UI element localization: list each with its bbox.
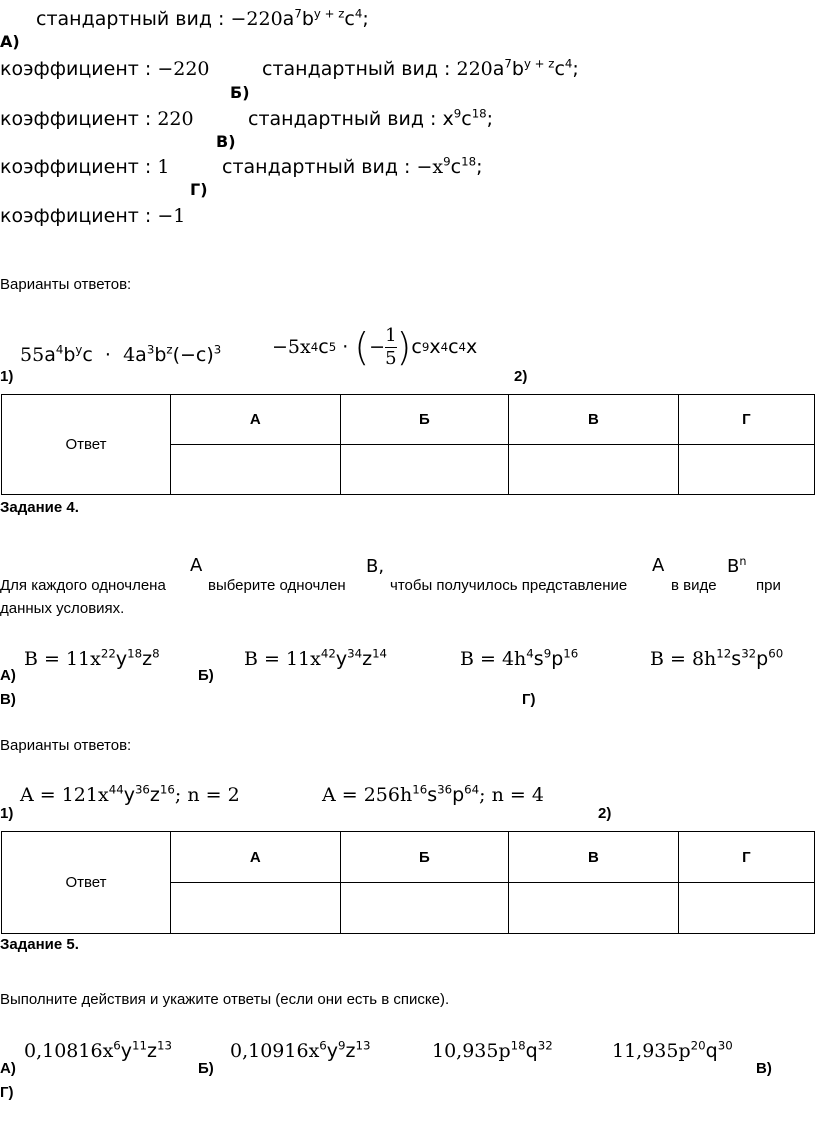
task-4-var-b: B,: [366, 556, 385, 577]
answer-row-label: Ответ: [2, 832, 171, 934]
coefficient-v: коэффициент : 1: [0, 156, 170, 178]
task-4-option-1-label: 1): [0, 805, 14, 822]
label-b: Б): [230, 83, 250, 102]
task-5-expr-b: $0,10916x^6y^9z^{13}$: [230, 1038, 371, 1062]
task-4-eq-v: $B = 4h^4s^9p^{16}$: [460, 646, 579, 670]
answer-cell-v[interactable]: [509, 883, 679, 934]
column-header-b: Б: [340, 832, 509, 883]
task-4-label-a: А): [0, 667, 16, 684]
task-5-label-v: В): [756, 1060, 772, 1077]
task-4-option-2-label: 2): [598, 805, 612, 822]
task-5-title: Задание 5.: [0, 936, 79, 953]
answer-row-label: Ответ: [2, 395, 171, 495]
option-1-expression: $55a^4b^yc \cdot 4a^3b^z(-c)^3$: [20, 342, 222, 366]
option-b-standard-form: стандартный вид : $220a^7b^{y + z}c^4$;: [262, 56, 579, 80]
task-4-title: Задание 4.: [0, 499, 79, 516]
answer-table-2: [1, 831, 815, 934]
task-4-text-part3: чтобы получилось представление: [390, 577, 628, 594]
task-4-label-b: Б): [198, 667, 214, 684]
task-4-text-part6: данных условиях.: [0, 600, 125, 617]
task-4-var-a: A: [190, 555, 203, 576]
column-header-a: А: [171, 395, 341, 445]
column-header-v: В: [509, 832, 679, 883]
task-5-label-a: А): [0, 1060, 16, 1077]
column-header-v: В: [509, 395, 679, 445]
variants-label-1: Варианты ответов:: [0, 276, 132, 293]
task-4-text-part2: выберите одночлен: [208, 577, 346, 594]
task-4-eq-b: $B = 11x^{42}y^{34}z^{14}$: [244, 646, 388, 670]
task-4-eq-g: $B = 8h^{12}s^{32}p^{60}$: [650, 646, 784, 670]
variants-label-2: Варианты ответов:: [0, 737, 132, 754]
option-2-expression: −5x 4 c 5 · ( − $\frac{1}{5}$ ) c 9 x 4 c 4 x: [272, 324, 478, 369]
task-4-option-1: $A = 121x^{44}y^{36}z^{16}$; n = 2: [20, 782, 240, 806]
task-5-expr-a: $0,10816x^6y^{11}z^{13}$: [24, 1038, 172, 1062]
task-4-var-a2: A: [652, 555, 665, 576]
option-v-standard-form: стандартный вид : $x^9c^{18}$;: [248, 106, 494, 130]
task-4-label-v: В): [0, 691, 16, 708]
coefficient-g: коэффициент : −1: [0, 205, 186, 227]
label-v: В): [216, 132, 236, 151]
task-4-option-2: $A = 256h^{16}s^{36}p^{64}$; n = 4: [322, 782, 544, 806]
column-header-b: Б: [340, 395, 509, 445]
option-1-label: 1): [0, 368, 14, 385]
answer-cell-b[interactable]: [340, 883, 509, 934]
task-4-var-bn: $B^n$: [727, 555, 747, 577]
task-5-expr-g: $11,935p^{20}q^{30}$: [612, 1038, 733, 1062]
task-5-expr-v: $10,935p^{18}q^{32}$: [432, 1038, 553, 1062]
option-a-standard-form: стандартный вид : $-220a^7b^{y + z}c^4$;: [36, 6, 369, 30]
label-a: А): [0, 32, 20, 51]
task-4-eq-a: $B = 11x^{22}y^{18}z^8$: [24, 646, 160, 670]
answer-cell-a[interactable]: [171, 883, 341, 934]
task-4-text-part4: в виде: [671, 577, 717, 594]
answer-cell-v[interactable]: [509, 445, 679, 495]
option-g-standard-form: стандартный вид : $-x^9c^{18}$;: [222, 154, 483, 178]
answer-cell-a[interactable]: [171, 445, 341, 495]
task-5-label-g: Г): [0, 1084, 14, 1101]
answer-cell-g[interactable]: [678, 445, 814, 495]
task-4-text-part1: Для каждого одночлена: [0, 577, 166, 594]
label-g: Г): [190, 180, 208, 199]
column-header-a: А: [171, 832, 341, 883]
answer-cell-b[interactable]: [340, 445, 509, 495]
task-4-label-g: Г): [522, 691, 536, 708]
coefficient-b: коэффициент : 220: [0, 108, 194, 130]
column-header-g: Г: [678, 395, 814, 445]
coefficient-a: коэффициент : −220: [0, 58, 210, 80]
standard-form-label: стандартный вид :: [36, 8, 225, 30]
task-5-label-b: Б): [198, 1060, 214, 1077]
answer-cell-g[interactable]: [678, 883, 814, 934]
fraction: $\frac{1}{5}$: [385, 324, 397, 369]
option-2-label: 2): [514, 368, 528, 385]
task-4-text-part5: при: [756, 577, 781, 594]
task-5-text: Выполните действия и укажите ответы (если они есть в списке).: [0, 991, 450, 1008]
answer-table-1: [1, 394, 815, 495]
column-header-g: Г: [678, 832, 814, 883]
